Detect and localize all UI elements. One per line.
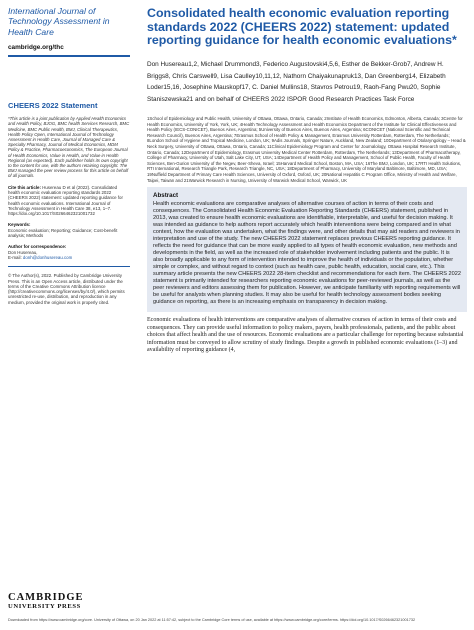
cambridge-logo — [8, 592, 84, 610]
sidebar — [8, 6, 130, 305]
citation-label: Cite this article: — [8, 184, 41, 190]
sidebar-divider — [8, 55, 130, 57]
citation-text[interactable]: Husereau D et al (2022). Consolidated health economic evaluation reporting standards 2022 (CHEERS 2022) statement: updated reporting guidance for health economic evaluations. International Journal of Technology Assessment in Health Care 38, e13, 1–7. https://doi.org/10.1017/S0266462321001732 — [8, 184, 123, 217]
email-link[interactable]: donh@donhusereau.com — [22, 254, 73, 260]
logo-line-1: CAMBRIDGE — [8, 592, 84, 603]
body-text: Economic evaluations of health interventions are comparative analyses of alternative courses of action in terms of their costs and consequences. They can provide useful information to policy makers, payers, health professionals, patients, and the public about choices that affect health and the use of resources. Economic evaluations are a particular challenge for reporting because substantial information must be conveyed to allow scrutiny of study findings. Despite a growth in published economic evaluations (1–3) and availability of reporting guidance (4, — [147, 317, 464, 354]
correspondence-name: Don Husereau, — [8, 249, 38, 255]
copyright-notice: © The Author(s), 2022. Published by Cambridge University Press. This is an Open Access article, distributed under the terms of the Creative Commons Attribution licence (http://creativecommons.org/licenses/by/4.0/), which permits unrestricted re-use, distribution, and reproduction in any medium, provided the original work is properly cited. — [8, 273, 125, 305]
download-footer: Downloaded from https://www.cambridge.org/core. University of Ottawa, on 20 Jan 2022 at 11:57:42, subject to the Cambridge Core terms of use, available at https://www.cambridge.org/core/terms. https://doi.org/10.1017/S0266462321001732 — [8, 618, 416, 622]
main-column — [147, 7, 467, 355]
author-list: Don Husereau1,2, Michael Drummond3, Federico Augustovski4,5,6, Esther de Bekker-Grob7, Andrew H. Briggs8, Chris Carswell9, Lisa Caulley10,11,12, Nathorn Chaiyakunapruk13, Dan Greenberg14, Elizabeth Loder15,16, Josephine Mauskopf17, C. Daniel Mullins18, Stavros Petrou19, Raoh-Fang Pwu20, Sophie Staniszewska21 and on behalf of CHEERS 2022 ISPOR Good Research Practices Task Force — [147, 60, 446, 104]
logo-line-2: UNIVERSITY PRESS — [8, 603, 81, 610]
journal-name[interactable]: International Journal of Technology Assessment in Health Care — [8, 6, 110, 37]
sidebar-divider-2 — [8, 266, 130, 267]
abstract-box — [147, 187, 467, 312]
correspondence-label: Author for correspondence: — [8, 244, 67, 250]
abstract-text: Health economic evaluations are comparative analyses of alternative courses of action in terms of their costs and consequences. The Consolidated Health Economic Evaluation Reporting Standards (CHEERS) statement, published in 2013, was created to ensure health economic evaluations are identifiable, interpretable, and useful for decision making. It was intended as guidance to help authors report accurately which health interventions were being compared and in what context, how the evaluation was undertaken, what the findings were, and other details that may aid readers and reviewers in interpretation and use of the study. The new CHEERS 2022 statement replaces previous CHEERS reporting guidance. It reflects the need for guidance that can be more easily applied to all types of health economic evaluation, new methods and developments in the field, as well as the increased role of stakeholder involvement including patients and the public. It is also broadly applicable to any form of intervention intended to improve the health of individuals or the population, whether simple or complex, and without regard to context (such as health care, public health, education, social care, etc.). This summary article presents the new CHEERS 2022 28-item checklist and recommendations for each item. The CHEERS 2022 statement is primarily intended for researchers reporting economic evaluations for peer-reviewed journals, as well as the peer reviewers and editors assessing them for publication. However, we anticipate familiarity with reporting requirements will be useful for analysts when planning studies. It may also be useful for health technology assessment bodies seeking guidance on reporting, as there is an increasing emphasis on transparency in decision making. — [153, 201, 462, 306]
email-label: E-mail: — [8, 254, 22, 260]
journal-url[interactable]: cambridge.org/thc — [8, 44, 64, 52]
correspondence — [8, 244, 130, 260]
citation — [8, 185, 130, 217]
abstract-heading: Abstract — [153, 192, 179, 200]
joint-publication-note: *This article is a joint publication by Applied Health Economics and Health Policy, BJOG, BMC health Services Research, BMC Medicine, BMC Public Health, BMJ, Clinical Therapeutics, Health Policy Open, International Journal of Technology Assessment in Health Care, Journal of Managed Care & Specialty Pharmacy, Journal of Medical Economics, MDM Policy & Practice, Pharmacoeconomics, The European Journal of Health Economics, Value in Health, and Value in Health Regional (as expected). Each publisher holds its own copyright to the content for use, with the authors retaining copyright. The BMJ managed the peer review process for this article on behalf of all journals. — [8, 116, 130, 179]
article-title: Consolidated health economic evaluation reporting standards 2022 (CHEERS 2022) statement: updated reporting guidance for health economic evaluations* — [147, 6, 457, 48]
keywords-text: Economic evaluation; Reporting; Guidance; Cost-benefit analysis; Methods — [8, 227, 118, 239]
article-type: CHEERS 2022 Statement — [8, 101, 98, 111]
affiliations: 1School of Epidemiology and Public Health, University of Ottawa, Ottawa, Ontario, Canada; 2Institute of Health Economics, Edmonton, Alberta, Canada; 3Centre for Health Economics, University of York, York, UK; 4Health Technology Assessment and Health Economics Department of the Institute for Clinical Effectiveness and Health Policy (IECS-CONICET), Buenos Aires, Argentina; 5University of Buenos Aires, Buenos Aires, Argentina; 6CONICET (National Scientific and Technical Research Council), Buenos Aires, Argentina; 7Erasmus School of Health Policy & Management, Erasmus University Rotterdam, Rotterdam, The Netherlands; 8London School of Hygiene and Tropical Medicine, London, UK; 9Adis Journals, Springer Nature, Auckland, New Zealand; 10Department of Otolaryngology – Head & Neck Surgery, University of Ottawa, Ottawa, Ontario, Canada; 11Clinical Epidemiology Program and Center for Journalology, Ottawa Hospital Research Institute, Ontario, Canada; 12Department of Epidemiology, Erasmus University Medical Center Rotterdam, Rotterdam, The Netherlands; 13Department of Pharmacotherapy, College of Pharmacy, University of Utah, Salt Lake City, UT, USA; 14Department of Health Policy and Management, School of Public Health, Faculty of Health Sciences, Ben-Gurion University of the Negev, Beer-Sheva, Israel; 15Harvard Medical School, Boston, MA, USA; 16The BMJ, London, UK; 17RTI Health Solutions, RTI International, Research Triangle Park, Research Triangle, NC, USA; 18Department of Pharmacy, University of Maryland Baltimore, Baltimore, MD, USA; 19Nuffield Department of Primary Care Health Sciences, University of Oxford, Oxford, UK; 20National Hepatitis C Program Office, Ministry of Health and Welfare, Taipei, Taiwan and 21Warwick Research in Nursing, University of Warwick Medical School, Warwick, UK — [147, 115, 466, 183]
keywords — [8, 222, 130, 238]
keywords-label: Keywords: — [8, 222, 31, 228]
